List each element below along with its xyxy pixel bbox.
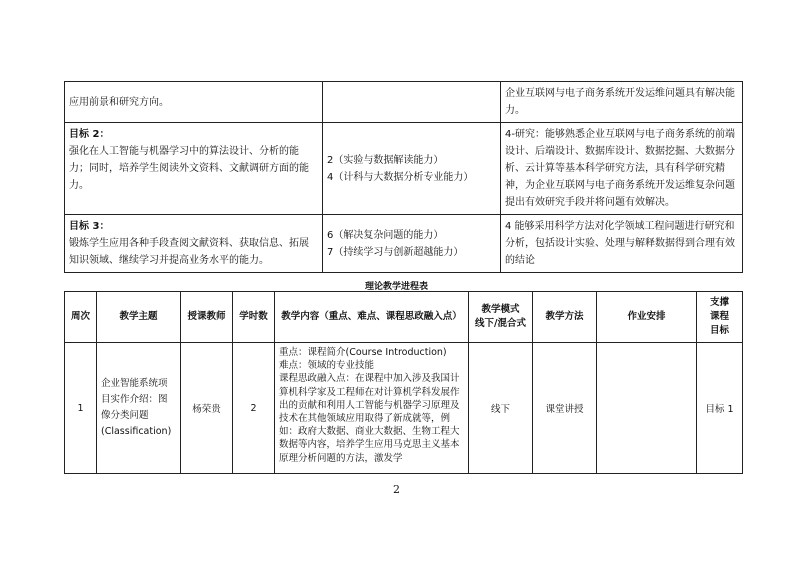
goal-desc: 锻炼学生应用各种手段查阅文献资料、获取信息、拓展知识领域、继续学习并提高业务水平的能力。 [69, 238, 309, 266]
ability-item: 6（解决复杂问题的能力） [327, 229, 444, 241]
mode-cell: 线下 [469, 343, 533, 474]
header-mode-line2: 线下/混合式 [475, 318, 526, 329]
week-cell: 1 [65, 343, 97, 474]
header-content: 教学内容（重点、难点、课程思政融入点） [275, 292, 469, 343]
assignment-cell [597, 343, 697, 474]
hours-cell: 2 [233, 343, 275, 474]
goals-row-3 [65, 215, 743, 273]
table-row [65, 343, 743, 474]
teacher-cell: 杨荣贵 [181, 343, 233, 474]
ideology-point: 课程思政融入点：在课程中加入涉及我国计算机科学家及工程师在对计算机学科发展作出的贡献和利用人工智能与机器学习原理及技术在其他领域应用取得了新成就等，例如：政府大数据、商业大数据、生物工程大数据等内容，培养学生应用马克思主义基本原理分析问题的方法，激发学 [279, 373, 460, 464]
support-cell: 目标 1 [697, 343, 743, 474]
header-mode [469, 292, 533, 343]
method-cell: 课堂讲授 [533, 343, 597, 474]
content-cell [275, 343, 469, 474]
header-topic: 教学主题 [97, 292, 181, 343]
ability-item: 7（持续学习与创新超越能力） [327, 246, 464, 258]
page-number: 2 [393, 483, 400, 496]
requirement-cell: 4 能够采用科学方法对化学领域工程问题进行研究和分析，包括设计实验、处理与解释数据得到合理有效的结论 [501, 215, 743, 273]
header-support-line2: 课程 [709, 311, 729, 322]
requirement-cell: 4-研究：能够熟悉企业互联网与电子商务系统的前端设计、后端设计、数据库设计、数据挖掘、大数据分析、云计算等基本科学研究方法，具有科学研究精神，为企业互联网与电子商务系统开发运维复杂问题提出有效研究手段并将问题有效解决。 [501, 123, 743, 215]
schedule-header-row [65, 292, 743, 343]
ability-cell [323, 82, 501, 123]
teaching-schedule-table [64, 291, 743, 474]
goal-desc-cell [65, 123, 323, 215]
ability-item: 4（计科与大数据分析专业能力） [327, 171, 474, 183]
header-support-line3: 目标 [709, 325, 729, 336]
ability-cell [323, 215, 501, 273]
key-point: 重点：课程简介(Course Introduction) [279, 347, 447, 358]
requirement-cell: 企业互联网与电子商务系统开发运维问题具有解决能力。 [501, 82, 743, 123]
header-support [697, 292, 743, 343]
topic-cell: 企业智能系统项目实作介绍：图像分类问题(Classification) [97, 343, 181, 474]
goal-desc-cell: 应用前景和研究方向。 [65, 82, 323, 123]
header-support-line1: 支撑 [709, 297, 729, 308]
course-goals-table [64, 81, 743, 273]
ability-cell [323, 123, 501, 215]
ability-item: 2（实验与数据解读能力） [327, 154, 444, 166]
header-assignment: 作业安排 [597, 292, 697, 343]
goals-row-2 [65, 123, 743, 215]
goal-title: 目标 3： [69, 221, 110, 232]
header-teacher: 授课教师 [181, 292, 233, 343]
goal-desc-cell [65, 215, 323, 273]
difficulty: 难点：领域的专业技能 [279, 360, 375, 372]
goal-desc: 强化在人工智能与机器学习中的算法设计、分析的能力；同时，培养学生阅读外文资料、文献调研方面的能力。 [69, 146, 309, 191]
header-mode-line1: 教学模式 [481, 304, 520, 315]
header-week: 周次 [65, 292, 97, 343]
header-hours: 学时数 [233, 292, 275, 343]
goal-title: 目标 2： [69, 129, 110, 140]
schedule-title: 理论教学进程表 [364, 282, 428, 292]
goals-row-continued [65, 82, 743, 123]
header-method: 教学方法 [533, 292, 597, 343]
